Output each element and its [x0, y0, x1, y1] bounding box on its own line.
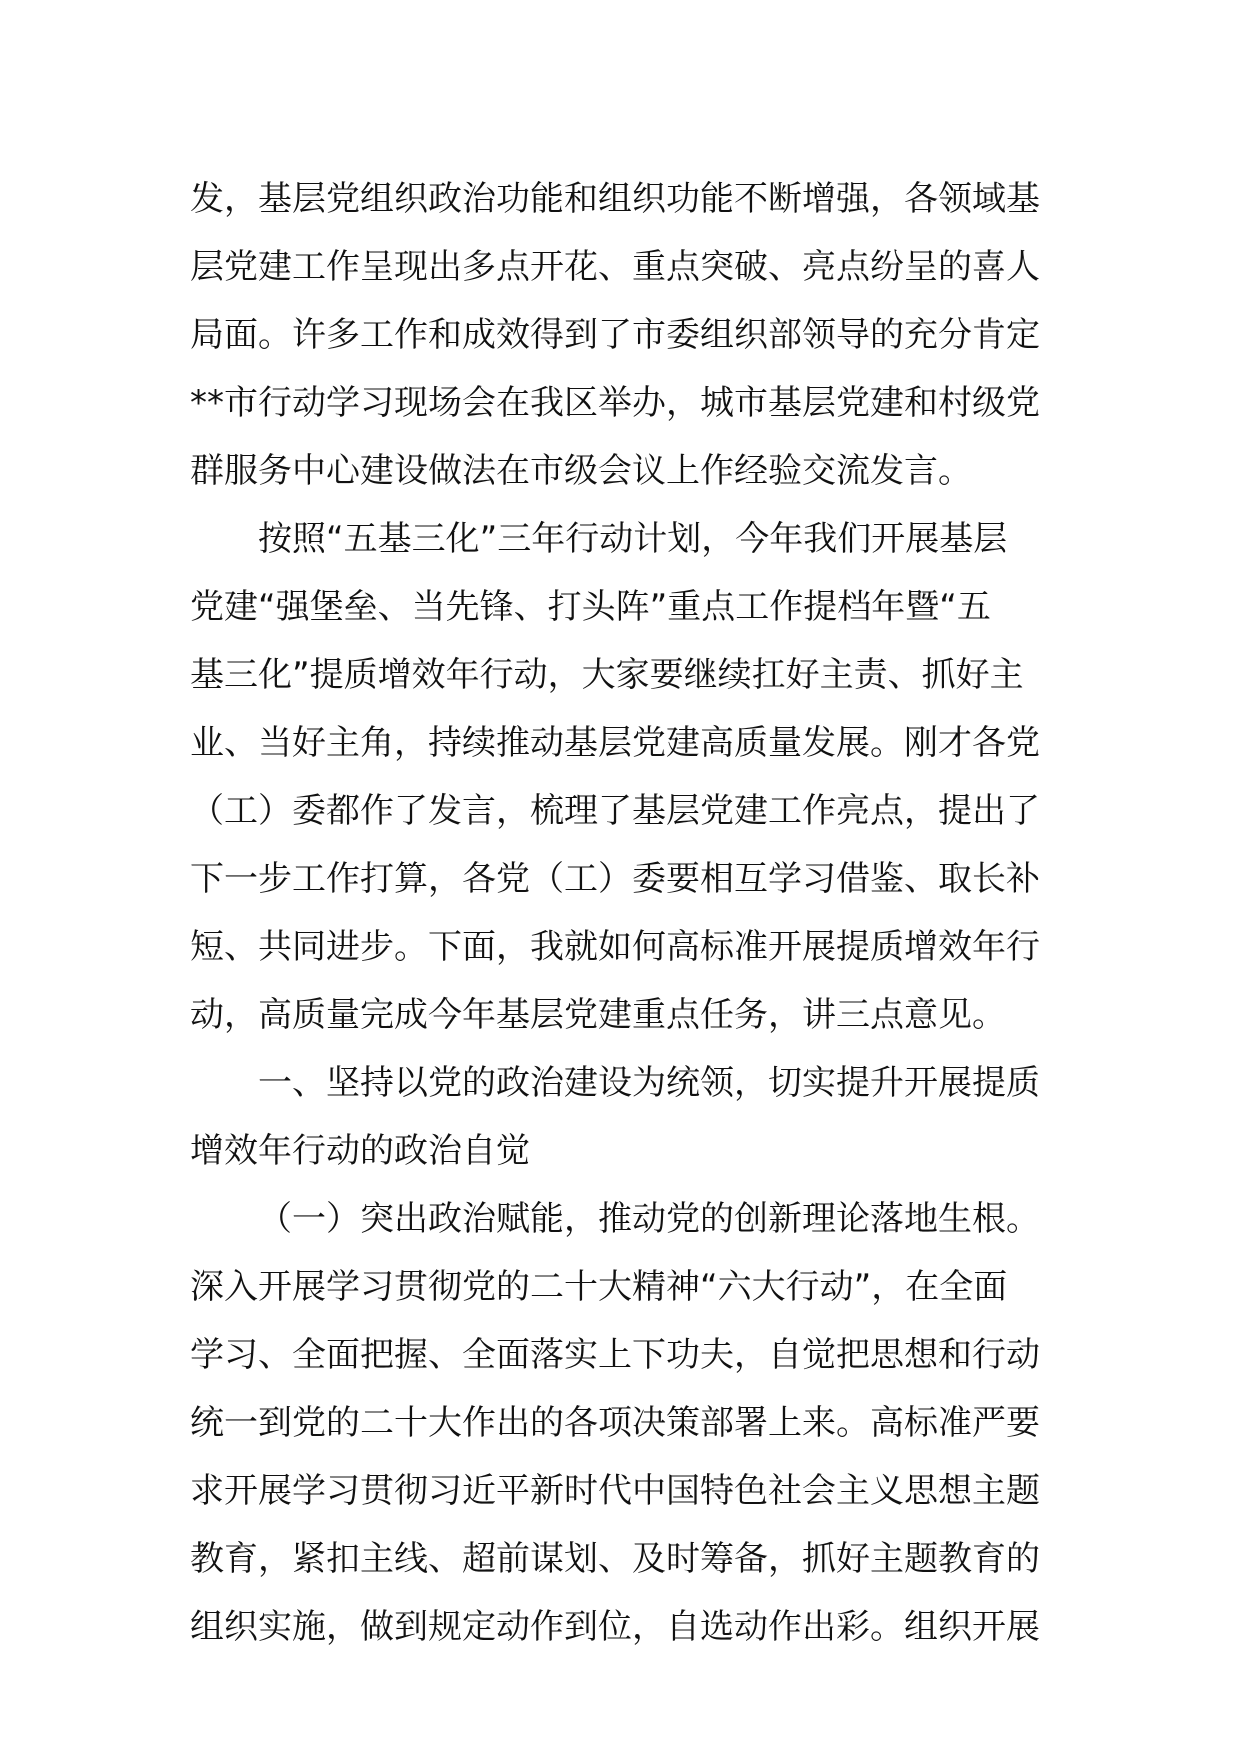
text-line: 业、当好主角，持续推动基层党建高质量发展。刚才各党	[190, 723, 1040, 763]
subsection-heading-line: （一）突出政治赋能，推动党的创新理论落地生根。	[258, 1199, 1040, 1239]
body-text	[190, 165, 1060, 1661]
text-line: **市行动学习现场会在我区举办，城市基层党建和村级党	[190, 383, 1040, 423]
text-line: 群服务中心建设做法在市级会议上作经验交流发言。	[190, 451, 972, 491]
text-line: 发，基层党组织政治功能和组织功能不断增强，各领域基	[190, 179, 1040, 219]
text-line: 统一到党的二十大作出的各项决策部署上来。高标准严要	[190, 1403, 1040, 1443]
text-line: 层党建工作呈现出多点开花、重点突破、亮点纷呈的喜人	[190, 247, 1040, 287]
text-line: 党建“强堡垒、当先锋、打头阵”重点工作提档年暨“五	[190, 587, 991, 627]
text-line: 教育，紧扣主线、超前谋划、及时筹备，抓好主题教育的	[190, 1539, 1040, 1579]
text-line: 学习、全面把握、全面落实上下功夫，自觉把思想和行动	[190, 1335, 1040, 1375]
text-line: 局面。许多工作和成效得到了市委组织部领导的充分肯定	[190, 315, 1040, 355]
text-line: 短、共同进步。下面，我就如何高标准开展提质增效年行	[190, 927, 1040, 967]
text-line: 求开展学习贯彻习近平新时代中国特色社会主义思想主题	[190, 1471, 1040, 1511]
paragraph-start-line: 按照“五基三化”三年行动计划，今年我们开展基层	[258, 519, 1008, 559]
text-line: （工）委都作了发言，梳理了基层党建工作亮点，提出了	[190, 791, 1040, 831]
text-line: 组织实施，做到规定动作到位，自选动作出彩。组织开展	[190, 1607, 1040, 1647]
section-heading-line: 增效年行动的政治自觉	[190, 1131, 530, 1171]
text-line: 深入开展学习贯彻党的二十大精神“六大行动”，在全面	[190, 1267, 1008, 1307]
text-line: 下一步工作打算，各党（工）委要相互学习借鉴、取长补	[190, 859, 1040, 899]
text-line: 动，高质量完成今年基层党建重点任务，讲三点意见。	[190, 995, 1006, 1035]
section-heading-line: 一、坚持以党的政治建设为统领，切实提升开展提质	[258, 1063, 1040, 1103]
text-line: 基三化”提质增效年行动，大家要继续扛好主责、抓好主	[190, 655, 1024, 695]
